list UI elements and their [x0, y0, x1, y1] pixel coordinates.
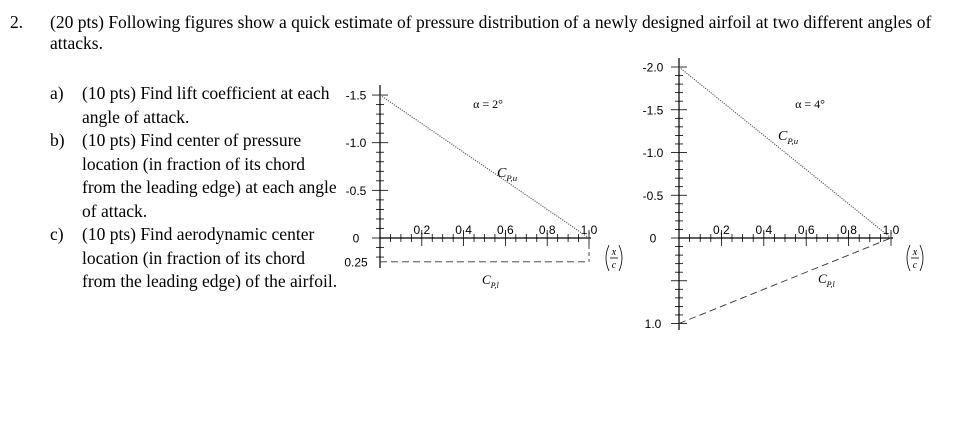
part-label: c) — [50, 224, 64, 244]
problem-statement: (20 pts) Following figures show a quick estimate of pressure distribution of a newly designed airfoil at two different angles of attacks. — [50, 12, 932, 53]
chart-title: α = 2° — [473, 97, 503, 111]
part-text: (10 pts) Find center of pressure location (in fraction of its chord from the leading edge) at each angle of attack. — [82, 130, 337, 221]
lower-cp-label: $C_{P,l}$ — [818, 271, 835, 289]
paren-right — [619, 245, 622, 271]
part-text: (10 pts) Find lift coefficient at each angle of attack. — [82, 83, 330, 127]
y-tick-label: 0 — [649, 231, 657, 246]
x-tick-label: 1.0 — [580, 223, 598, 237]
upper-cp-label: $C_{P,u}$ — [497, 166, 518, 184]
y-tick-label: -2.0 — [642, 60, 664, 75]
part-label: b) — [50, 130, 65, 150]
x-tick-label: 0,2 — [413, 223, 431, 237]
upper-cp-label: $C_{P,u}$ — [778, 129, 799, 147]
y-tick-label: -0.5 — [642, 188, 664, 203]
y-tick-label: -1.0 — [642, 146, 664, 160]
paren-right — [920, 245, 923, 271]
upper-surface-line — [380, 95, 589, 238]
x-tick-label: 0,8 — [840, 223, 857, 237]
frac-numerator: x — [611, 247, 617, 258]
paren-left — [907, 245, 910, 271]
paren-left — [606, 245, 609, 271]
x-tick-label: 0,8 — [538, 223, 556, 237]
y-tick-label: -1.5 — [345, 88, 367, 103]
x-tick-label: 0,4 — [755, 223, 773, 237]
y-tick-label: -1.5 — [642, 103, 664, 118]
lower-surface-line — [679, 238, 891, 324]
y-tick-label: 0.25 — [344, 255, 368, 270]
x-over-c-axis-label — [907, 245, 923, 271]
y-tick-label: -1.0 — [345, 136, 367, 151]
chart-title: α = 4° — [795, 97, 825, 111]
y-tick-label: -0.5 — [345, 183, 367, 198]
x-tick-label: 0,4 — [455, 223, 472, 237]
y-tick-label: 1.0 — [644, 317, 662, 331]
problem-number: 2. — [10, 12, 24, 32]
x-tick-label: 1.0 — [882, 223, 900, 237]
part-text: (10 pts) Find aerodynamic center location (in fraction of its chord from the leading edge) of the airfoil. — [82, 224, 338, 291]
frac-denominator: c — [611, 260, 617, 271]
y-tick-label: 0 — [352, 231, 360, 246]
frac-numerator: x — [912, 247, 918, 258]
x-tick-label: 0,6 — [797, 223, 815, 237]
x-tick-label: 0,2 — [713, 223, 730, 237]
chart-alpha-4 — [643, 58, 923, 331]
x-tick-label: 0,6 — [497, 223, 514, 237]
part-label: a) — [50, 83, 64, 103]
upper-surface-line — [679, 67, 891, 238]
frac-denominator: c — [912, 260, 918, 271]
chart-alpha-2 — [344, 85, 622, 290]
x-over-c-axis-label — [606, 245, 622, 271]
lower-cp-label: $C_{P,l}$ — [482, 272, 499, 290]
